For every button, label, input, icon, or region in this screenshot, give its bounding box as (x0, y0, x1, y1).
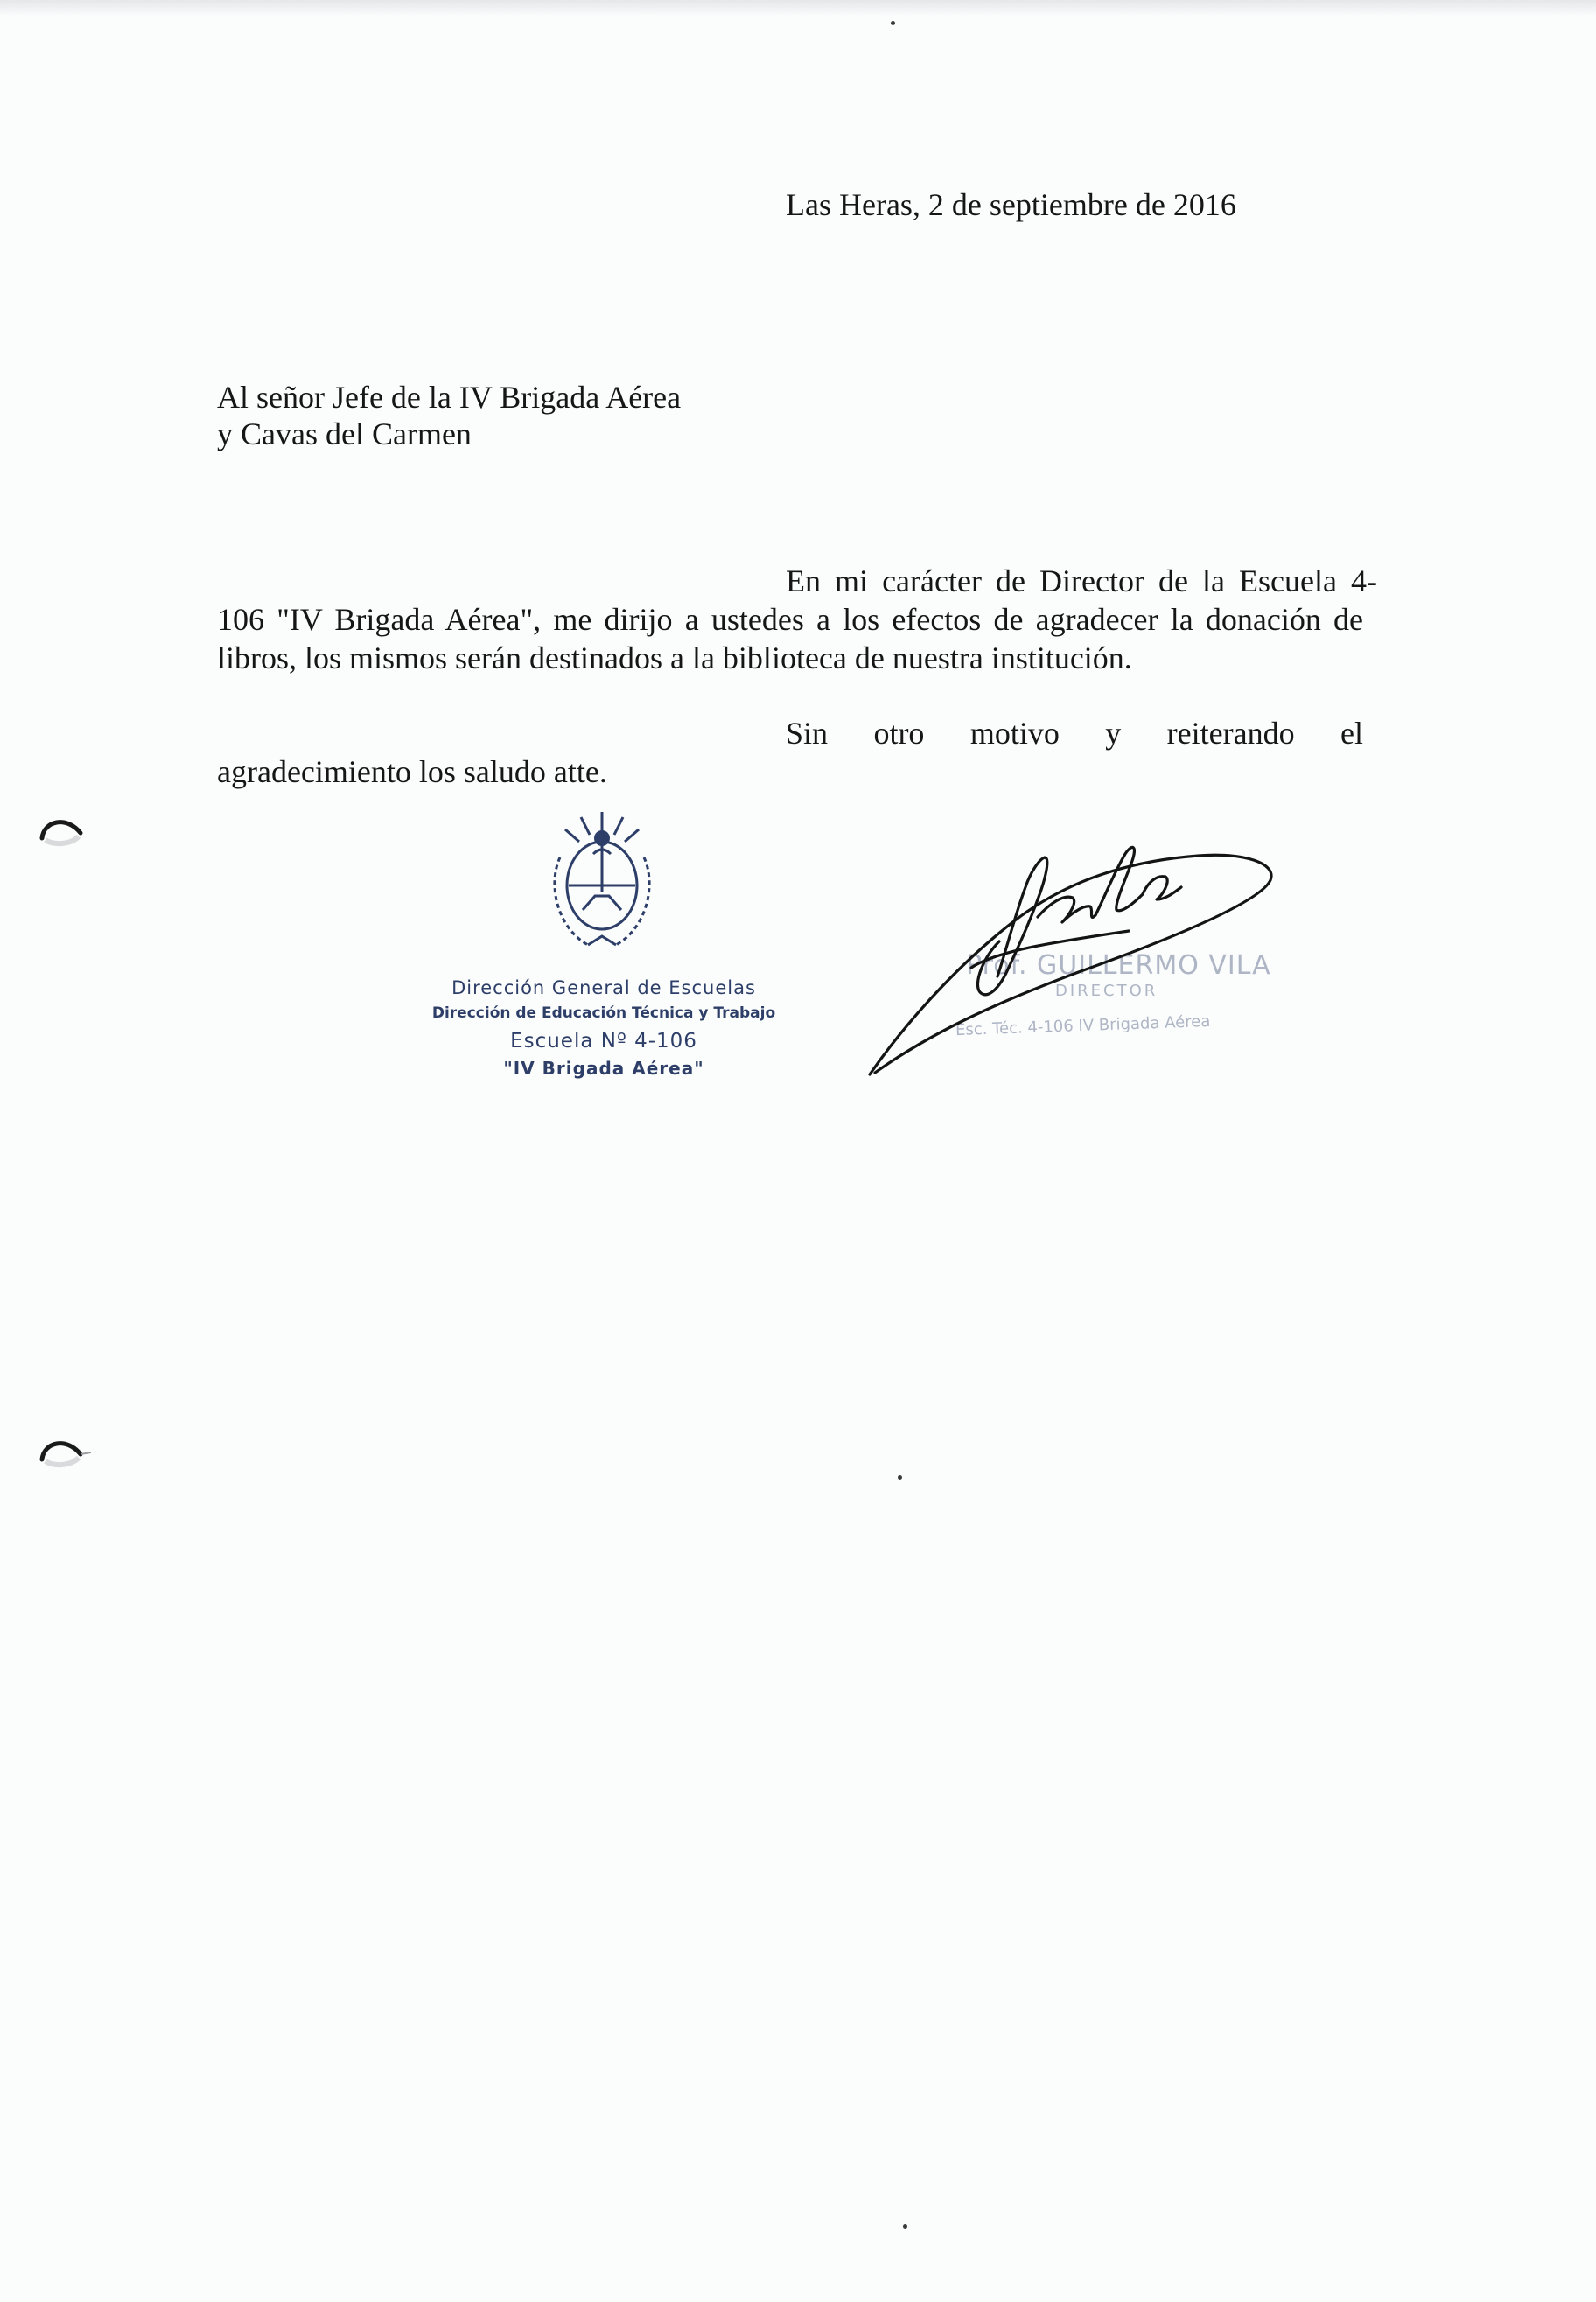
paragraph-2-line-2: agradecimiento los saludo atte. (217, 754, 607, 789)
signature-image (866, 819, 1286, 1081)
school-stamp-line-1: Dirección General de Escuelas (452, 977, 756, 998)
recipient-line-2: y Cavas del Carmen (217, 416, 472, 451)
scan-speck (898, 1475, 902, 1480)
director-stamp-school: Esc. Téc. 4-106 IV Brigada Aérea (955, 1011, 1211, 1040)
paragraph-1-line-1: En mi carácter de Director de la Escuela 4- (786, 563, 1377, 598)
scan-speck (903, 2224, 907, 2229)
paragraph-2-line-1: Sin otro motivo y reiterando el (786, 716, 1363, 751)
director-stamp-name: Prof. GUILLERMO VILA (966, 950, 1271, 981)
paragraph-1-line-3: libros, los mismos serán destinados a la biblioteca de nuestra institución. (217, 640, 1132, 675)
punch-hole-icon (35, 1426, 91, 1482)
paragraph-1-line-2: 106 "IV Brigada Aérea", me dirijo a ustedes a los efectos de agradecer la donación de (217, 602, 1363, 637)
school-stamp-line-4: "IV Brigada Aérea" (503, 1058, 704, 1079)
director-stamp-title: DIRECTOR (1055, 982, 1158, 1000)
school-stamp-line-2: Dirección de Educación Técnica y Trabajo (431, 1004, 776, 1022)
scan-speck (891, 21, 895, 25)
school-stamp-line-3: Escuela Nº 4-106 (510, 1030, 697, 1053)
date-line: Las Heras, 2 de septiembre de 2016 (786, 187, 1236, 222)
scan-edge-shadow (0, 0, 1596, 16)
national-coat-of-arms-icon (539, 805, 665, 959)
recipient-line-1: Al señor Jefe de la IV Brigada Aérea (217, 380, 682, 415)
punch-hole-icon (35, 805, 91, 861)
